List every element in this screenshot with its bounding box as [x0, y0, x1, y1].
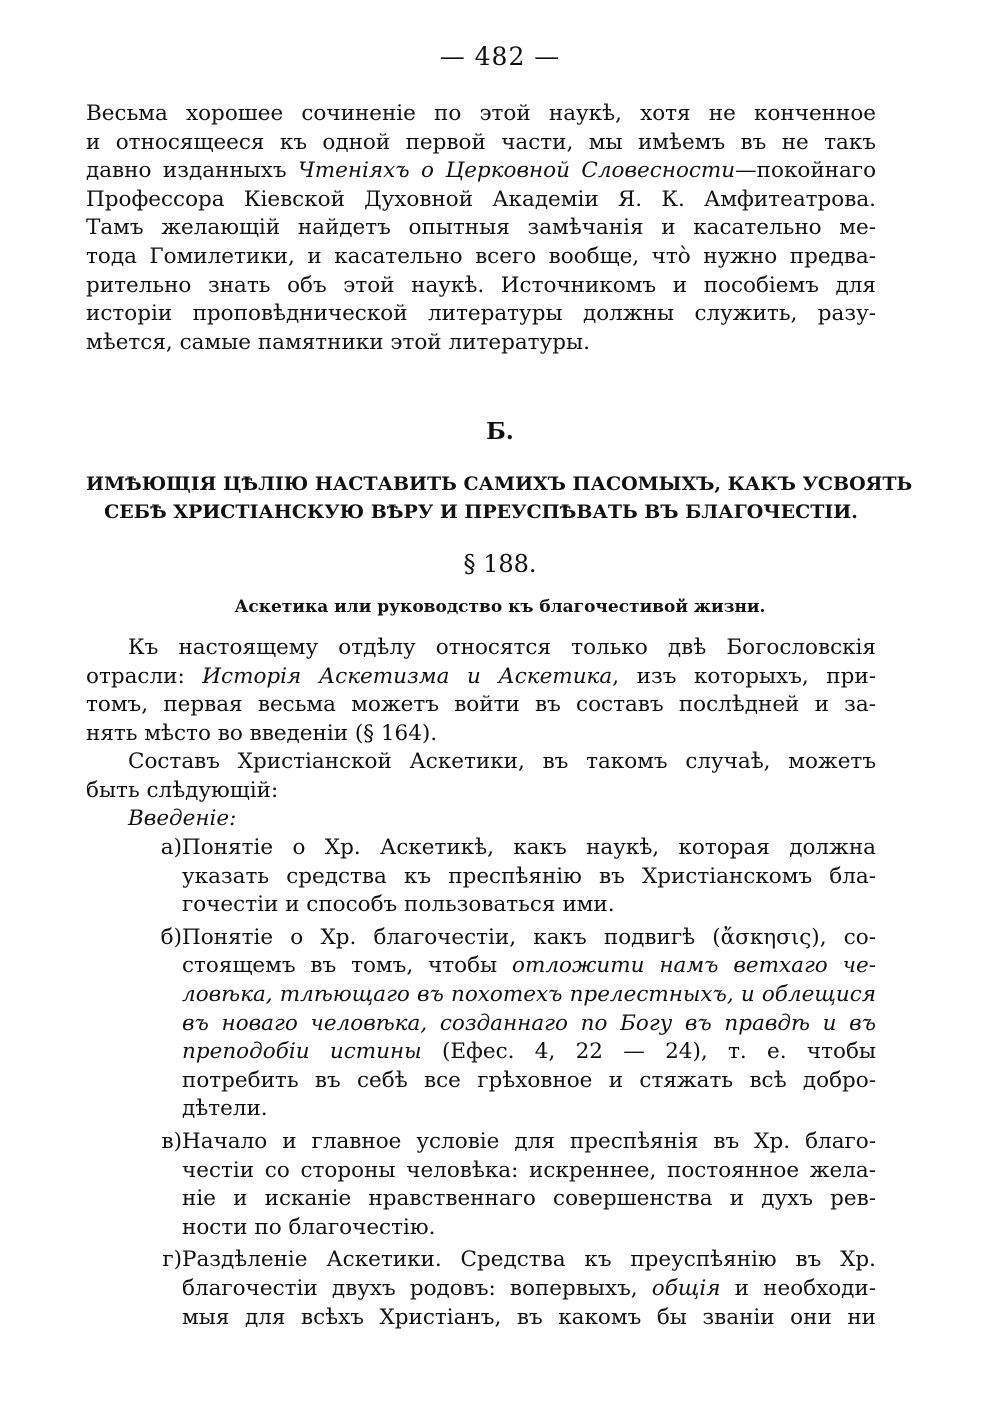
section-heading-line: ИМѢЮЩІЯ ЦѢЛІЮ НАСТАВИТЬ САМИХЪ ПАСОМЫХЪ, КАКЪ УСВОЯТЬ	[86, 473, 913, 495]
text-line: тода Гомилетики, и касательно всего вообще, что̀ нужно предва-	[86, 243, 876, 269]
text-line: и относящееся къ одной первой части, мы имѣемъ въ не такъ	[86, 129, 876, 155]
intro-paragraph	[86, 100, 876, 357]
text-line: быть слѣдующій:	[86, 777, 279, 803]
text-line: ніе и исканіе нравственнаго совершенства и духъ рев-	[182, 1186, 876, 1212]
text-line: Къ настоящему отдѣлу относятся только двѣ Богословскія	[128, 635, 876, 660]
page-number: — 482 —	[439, 42, 561, 71]
text-line: дѣтели.	[182, 1096, 268, 1122]
text-line: ловѣка, тлѣющаго въ похотехъ прелестныхъ, и облещися	[182, 981, 876, 1007]
text-line: томъ, первая весьма можетъ войти въ составъ послѣдней и за-	[86, 692, 876, 718]
text-line: Начало и главное условіе для преспѣянія въ Хр. благо-	[182, 1128, 876, 1154]
list-item	[86, 1246, 876, 1332]
section-subtitle: Аскетика или руководство къ благочестивой жизни.	[234, 597, 766, 617]
text-line: Понятіе о Хр. Аскетикѣ, какъ наукѣ, которая должна	[182, 835, 876, 860]
list-item-body	[182, 1128, 876, 1242]
text-line: давно изданныхъ Чтеніяхъ о Церковной Словесности—покойнаго	[86, 158, 877, 184]
text-line: ности по благочестію.	[182, 1214, 436, 1240]
text-line: указать средства къ преспѣянію въ Христіанскомъ бла-	[182, 863, 876, 889]
text-line: мѣется, самые памятники этой литературы.	[86, 329, 590, 355]
list-item	[86, 834, 876, 920]
list-item-label: в)	[161, 1128, 182, 1154]
text-line: Весьма хорошее сочиненіе по этой наукѣ, хотя не конченное	[86, 101, 876, 126]
list-item	[86, 924, 876, 1124]
list-item-body	[182, 924, 876, 1124]
text-line: стоящемъ въ томъ, чтобы отложити намъ ветхаго че-	[182, 953, 876, 979]
text-line: гочестіи и способъ пользоваться ими.	[182, 892, 615, 918]
intro-label: Введеніе:	[128, 806, 237, 831]
text-line: Понятіе о Хр. благочестіи, какъ подвигѣ (ἄσκησις), со-	[182, 924, 876, 950]
text-line: честіи со стороны человѣка: искреннее, постоянное жела-	[182, 1157, 876, 1183]
body-paragraph-2	[86, 748, 876, 805]
list-item-body	[182, 1246, 876, 1332]
contents-list	[86, 834, 876, 1336]
text-line: Тамъ желающій найдетъ опытныя замѣчанія и касательно ме-	[86, 215, 876, 241]
text-line: въ новаго человѣка, созданнаго по Богу въ правдѣ и въ	[182, 1010, 876, 1036]
text-line: Раздѣленіе Аскетики. Средства къ преуспѣянію въ Хр.	[182, 1247, 876, 1273]
text-line: мыя для всѣхъ Христіанъ, въ какомъ бы званіи они ни	[182, 1304, 876, 1330]
body-paragraph-1	[86, 634, 876, 748]
section-heading-line: СЕБѢ ХРИСТІАНСКУЮ ВѢРУ И ПРЕУСПѢВАТЬ ВЪ БЛАГОЧЕСТІИ.	[104, 501, 858, 523]
text-line: нять мѣсто во введеніи (§ 164).	[86, 720, 438, 746]
text-line: преподобіи истины (Ефес. 4, 22 — 24), т. е. чтобы	[182, 1039, 877, 1065]
list-item-body	[182, 834, 876, 920]
intro-label-block	[86, 805, 876, 834]
list-item-label: г)	[162, 1247, 182, 1273]
text-line: Профессора Кіевской Духовной Академіи Я. К. Амфитеатрова.	[86, 186, 876, 212]
text-line: потребить въ себѣ все грѣховное и стяжать всѣ добро-	[182, 1067, 876, 1093]
text-line: благочестіи двухъ родовъ: вопервыхъ, общія и необходи-	[182, 1275, 876, 1301]
paragraph-number: § 188.	[463, 550, 537, 578]
text-line: исторіи проповѣднической литературы должны служить, разу-	[86, 301, 876, 327]
section-letter: Б.	[486, 418, 514, 445]
list-item-label: б)	[160, 924, 182, 950]
list-item-label: а)	[160, 835, 182, 860]
text-line: отрасли: Исторія Аскетизма и Аскетика, изъ которыхъ, при-	[86, 663, 876, 689]
text-line: рительно знать объ этой наукѣ. Источникомъ и пособіемъ для	[86, 272, 876, 298]
section-heading	[86, 470, 913, 526]
list-item	[86, 1128, 876, 1242]
text-line: Составъ Христіанской Аскетики, въ такомъ случаѣ, можетъ	[128, 749, 876, 774]
